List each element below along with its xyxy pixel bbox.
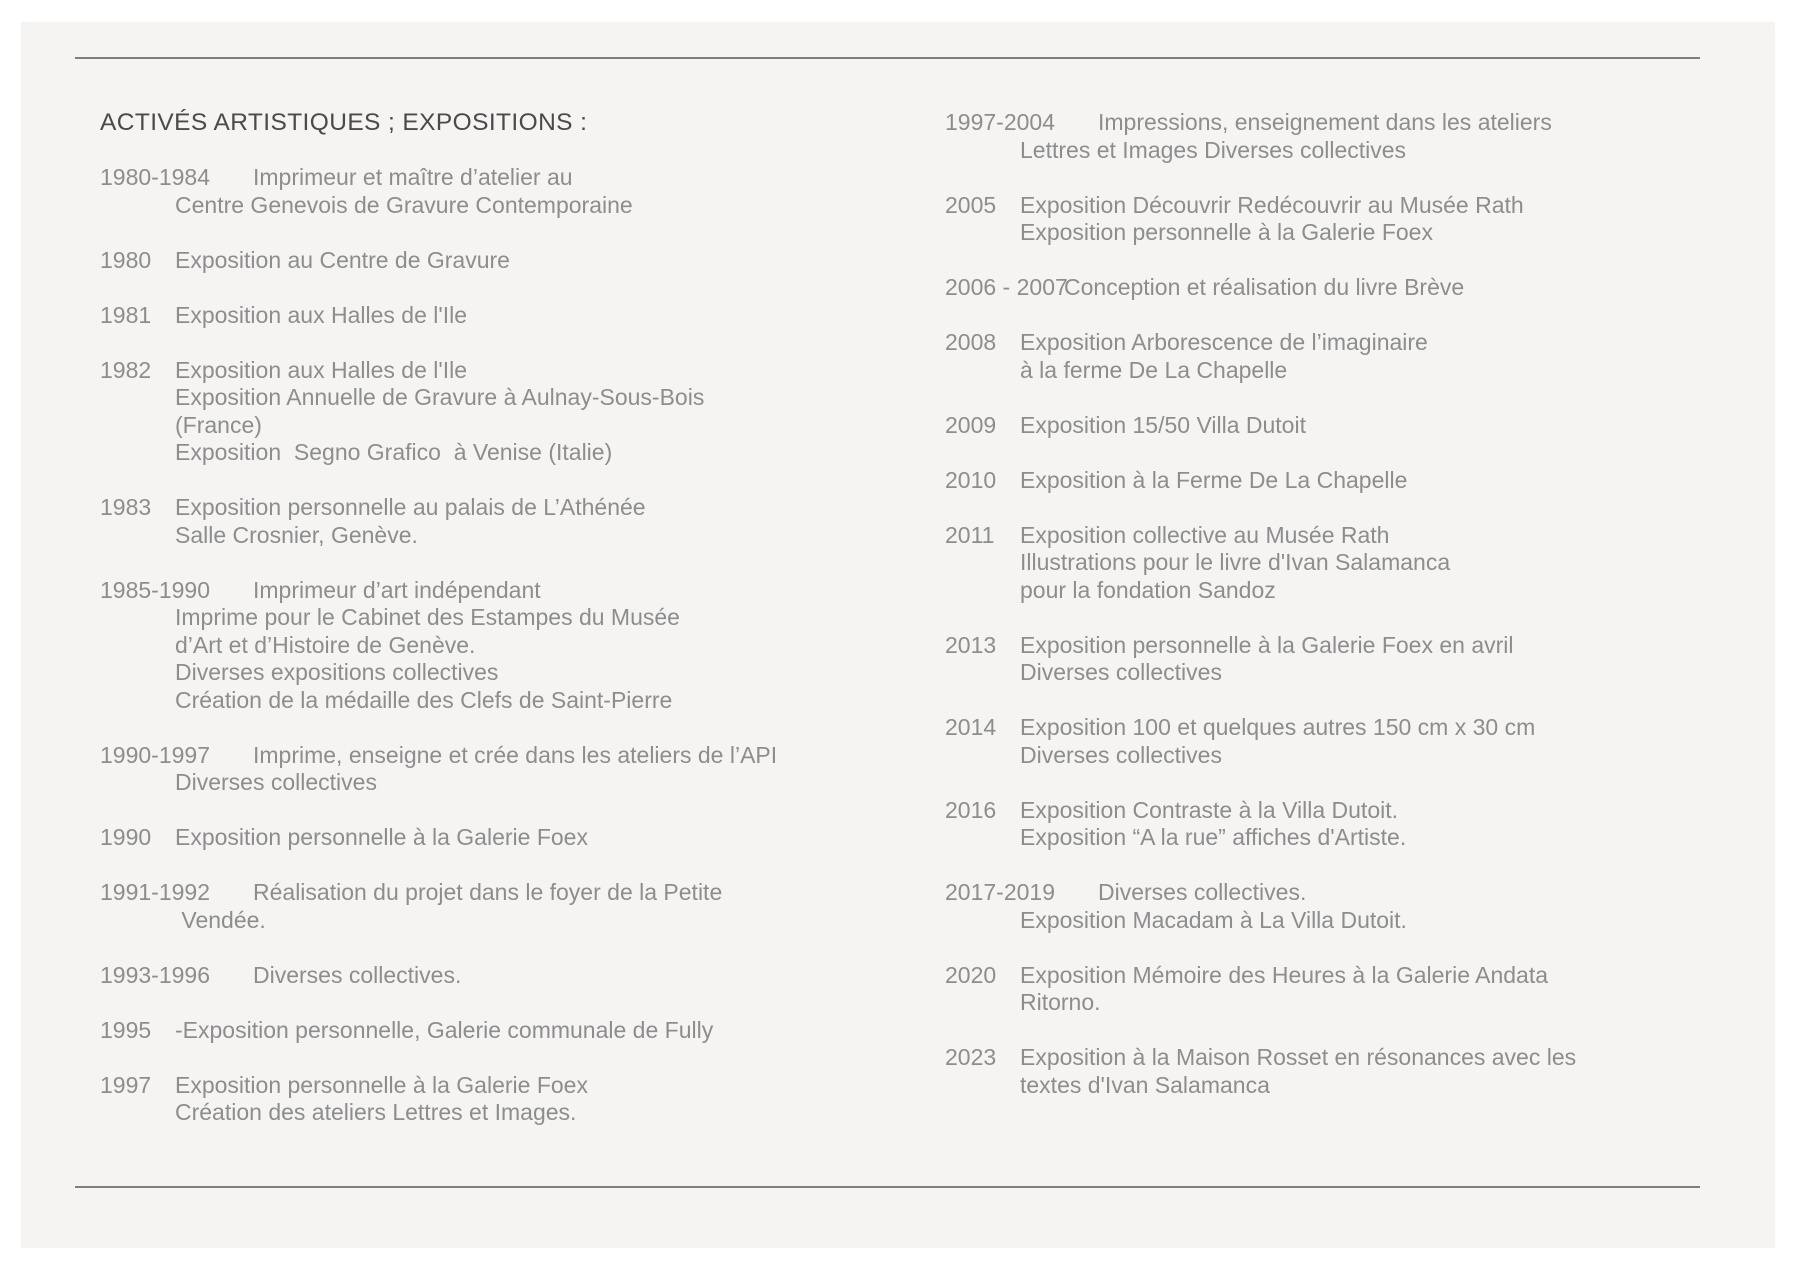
entry-line: Exposition personnelle à la Galerie Foex	[1020, 219, 1433, 245]
entry-line: Salle Crosnier, Genève.	[175, 521, 418, 548]
entry-description	[175, 1072, 900, 1127]
timeline-entry	[100, 1072, 900, 1127]
entry-year: 1982	[100, 356, 152, 383]
entry-description	[175, 824, 900, 852]
entry-description	[1020, 109, 1735, 164]
section-heading: ACTIVÉS ARTISTIQUES ; EXPOSITIONS :	[100, 109, 588, 136]
entry-line: Vendée.	[175, 906, 266, 933]
entry-line: Exposition Mémoire des Heures à la Galerie Andata	[1020, 961, 1549, 988]
timeline-entry	[945, 467, 1735, 495]
top-divider	[75, 57, 1700, 59]
entry-year: 1993-1996	[100, 961, 210, 988]
entry-description	[175, 494, 900, 549]
entry-line: Exposition à la Ferme De La Chapelle	[1020, 466, 1408, 493]
entry-line: Diverses collectives.	[253, 961, 462, 988]
entry-line: -Exposition personnelle, Galerie communale de Fully	[175, 1016, 714, 1043]
entry-line: Exposition aux Halles de l'Ile	[175, 301, 468, 328]
timeline-entry	[945, 1044, 1735, 1099]
entry-line: Exposition “A la rue” affiches d'Artiste.	[1020, 824, 1407, 850]
entry-line: Illustrations pour le livre d'Ivan Salamanca	[1020, 549, 1451, 575]
timeline-entry	[100, 302, 900, 330]
entry-line: Imprimeur d’art indépendant	[253, 576, 541, 603]
right-column	[945, 109, 1735, 1127]
entry-description	[1020, 714, 1735, 769]
entry-line: à la ferme De La Chapelle	[1020, 356, 1288, 383]
entry-line: Exposition Arborescence de l’imaginaire	[1020, 329, 1428, 355]
entry-line: Exposition personnelle à la Galerie Foex	[175, 824, 588, 850]
entry-description	[175, 742, 900, 797]
entry-line: (France)	[175, 411, 262, 438]
entry-description	[1020, 522, 1735, 605]
bottom-divider	[75, 1186, 1700, 1188]
entry-year: 2009	[945, 411, 997, 438]
entry-line: Ritorno.	[1020, 989, 1101, 1015]
entry-year: 1997	[100, 1071, 152, 1098]
entry-line: Diverses collectives	[1020, 659, 1222, 685]
entry-line: Exposition 100 et quelques autres 150 cm x 30 cm	[1020, 714, 1536, 740]
entry-line: Exposition aux Halles de l'Ile	[175, 356, 468, 383]
timeline-entry	[945, 109, 1735, 164]
entry-year: 1985-1990	[100, 576, 210, 603]
entry-line: Exposition Annuelle de Gravure à Aulnay-Sous-Bois	[175, 384, 705, 410]
entry-description	[1020, 192, 1735, 247]
entry-line: Création de la médaille des Clefs de Saint-Pierre	[175, 686, 673, 713]
timeline-entry	[945, 274, 1735, 302]
timeline-entry	[100, 357, 900, 467]
timeline-entry	[945, 797, 1735, 852]
entry-line: Imprime, enseigne et crée dans les ateliers de l’API	[253, 741, 778, 768]
entry-year: 2006 - 2007	[945, 274, 1068, 300]
entry-line: Impressions, enseignement dans les ateliers	[1098, 109, 1552, 135]
entry-year: 2010	[945, 466, 997, 493]
entry-year: 1981	[100, 301, 152, 328]
entry-year: 2005	[945, 191, 997, 218]
entry-year: 1990	[100, 824, 152, 850]
entry-year: 2014	[945, 714, 997, 740]
entry-year: 2013	[945, 631, 997, 658]
document-page	[21, 22, 1775, 1248]
entry-line: textes d'Ivan Salamanca	[1020, 1071, 1270, 1098]
entry-line: Diverses collectives	[175, 769, 377, 795]
timeline-entry	[945, 962, 1735, 1017]
entry-description	[1020, 412, 1735, 440]
entry-description	[175, 164, 900, 219]
entry-line: Imprime pour le Cabinet des Estampes du Musée	[175, 604, 680, 630]
entry-line: Exposition Découvrir Redécouvrir au Musée Rath	[1020, 191, 1524, 218]
timeline-entry	[100, 824, 900, 852]
entry-description	[175, 1017, 900, 1045]
entry-line: pour la fondation Sandoz	[1020, 576, 1276, 603]
left-entries	[100, 164, 900, 1127]
entry-year: 1983	[100, 494, 152, 520]
entry-line: Exposition Segno Grafico à Venise (Italie)	[175, 439, 613, 465]
timeline-entry	[100, 879, 900, 934]
timeline-entry	[100, 494, 900, 549]
entry-description	[175, 879, 900, 934]
entry-line: Exposition personnelle à la Galerie Foex	[175, 1071, 588, 1098]
entry-description	[1020, 1044, 1735, 1099]
entry-description	[1020, 962, 1735, 1017]
entry-description	[1020, 329, 1735, 384]
entry-line: Diverses collectives	[1020, 741, 1222, 768]
entry-description	[175, 577, 900, 715]
entry-year: 1980-1984	[100, 164, 210, 190]
entry-line: Exposition collective au Musée Rath	[1020, 521, 1390, 548]
entry-line: Lettres et Images Diverses collectives	[1020, 136, 1407, 163]
entry-description	[175, 357, 900, 467]
entry-description	[1020, 274, 1735, 302]
timeline-entry	[945, 714, 1735, 769]
entry-line: Création des ateliers Lettres et Images.	[175, 1099, 577, 1125]
entry-year: 2020	[945, 961, 997, 988]
timeline-entry	[100, 577, 900, 715]
entry-line: Exposition personnelle à la Galerie Foex en avril	[1020, 631, 1514, 658]
timeline-entry	[945, 879, 1735, 934]
right-entries	[945, 109, 1735, 1099]
timeline-entry	[100, 247, 900, 275]
left-column	[100, 109, 900, 1154]
entry-year: 1980	[100, 246, 152, 273]
timeline-entry	[945, 632, 1735, 687]
entry-description	[175, 962, 900, 990]
timeline-entry	[100, 962, 900, 990]
entry-line: Diverses collectives.	[1098, 879, 1307, 905]
entry-line: Exposition Contraste à la Villa Dutoit.	[1020, 796, 1398, 823]
entry-description	[175, 247, 900, 275]
entry-year: 1997-2004	[945, 109, 1055, 135]
entry-year: 1991-1992	[100, 879, 210, 905]
entry-year: 2016	[945, 796, 997, 823]
entry-line: Centre Genevois de Gravure Contemporaine	[175, 191, 633, 218]
timeline-entry	[945, 412, 1735, 440]
entry-line: Imprimeur et maître d’atelier au	[253, 164, 573, 190]
entry-line: Diverses expositions collectives	[175, 659, 499, 685]
entry-year: 2011	[945, 521, 995, 548]
entry-year: 1990-1997	[100, 741, 210, 768]
timeline-entry	[945, 192, 1735, 247]
timeline-entry	[945, 329, 1735, 384]
entry-line: d’Art et d’Histoire de Genève.	[175, 631, 476, 658]
entry-line: Exposition à la Maison Rosset en résonances avec les	[1020, 1044, 1577, 1070]
entry-description	[1020, 879, 1735, 934]
entry-description	[175, 302, 900, 330]
entry-year: 2023	[945, 1044, 997, 1070]
entry-line: Exposition au Centre de Gravure	[175, 246, 510, 273]
entry-description	[1020, 797, 1735, 852]
entry-description	[1020, 467, 1735, 495]
entry-line: Exposition Macadam à La Villa Dutoit.	[1020, 906, 1407, 933]
timeline-entry	[100, 1017, 900, 1045]
timeline-entry	[945, 522, 1735, 605]
entry-year: 1995	[100, 1016, 152, 1043]
timeline-entry	[100, 742, 900, 797]
timeline-entry	[100, 164, 900, 219]
entry-line: Exposition 15/50 Villa Dutoit	[1020, 411, 1306, 438]
entry-line: Exposition personnelle au palais de L’Athénée	[175, 494, 646, 520]
entry-line: Réalisation du projet dans le foyer de la Petite	[253, 879, 723, 905]
entry-line: Conception et réalisation du livre Brève	[1064, 274, 1465, 300]
entry-year: 2017-2019	[945, 879, 1055, 905]
entry-description	[1020, 632, 1735, 687]
entry-year: 2008	[945, 329, 997, 355]
